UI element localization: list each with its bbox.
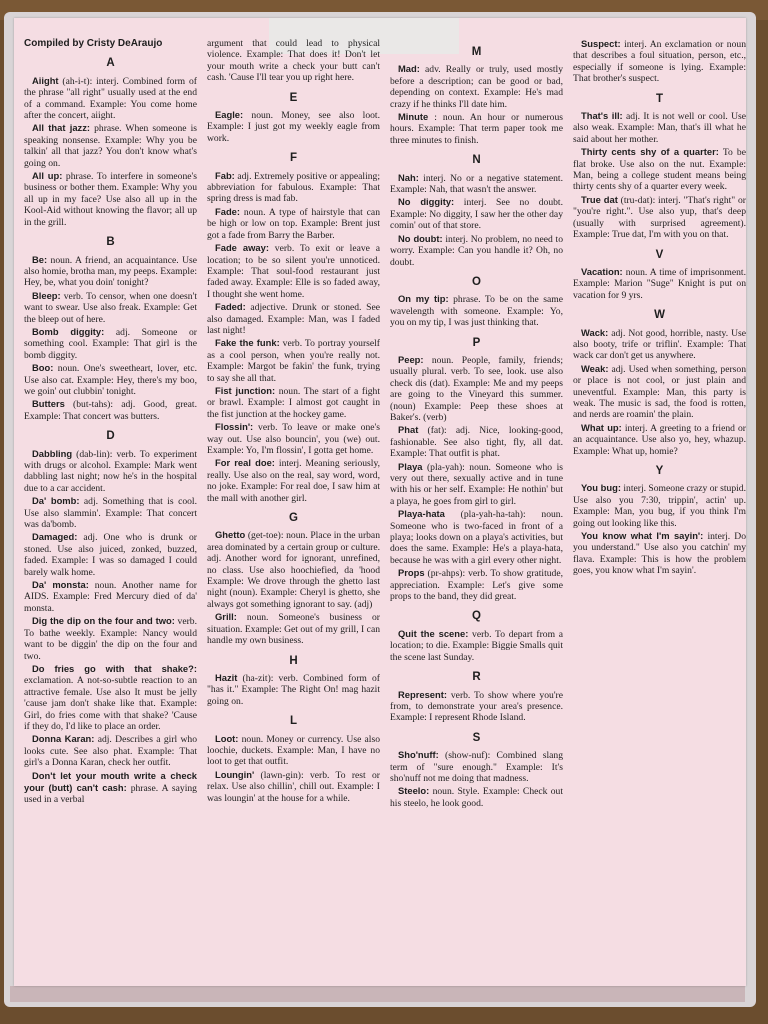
entry-term: Damaged: xyxy=(32,531,78,543)
glossary-entry xyxy=(573,327,746,362)
entry-definition: verb. To portray yourself as a cool person, when you're really not. Example: Margot be fakin' the funk, trying to say she all that. xyxy=(207,338,380,384)
section-letter: Y xyxy=(655,465,664,477)
entry-term: Loungin' xyxy=(215,768,255,780)
sleeve-edge xyxy=(10,986,745,1002)
entry-definition: noun. Money, see also loot. Example: I just got my weekly eagle from work. xyxy=(207,110,380,144)
entry-term: Fade away: xyxy=(215,242,269,254)
glossary-entry xyxy=(390,196,563,231)
entry-term: Steelo: xyxy=(398,785,430,797)
entry-term: Da' bomb: xyxy=(32,495,80,507)
glossary-entry xyxy=(24,663,197,732)
glossary-entry xyxy=(390,233,563,268)
glossary-entry xyxy=(390,461,563,508)
entry-definition: phrase. When someone is speaking nonsense. Example: Why you be talkin' all that jazz? You don't know what's going on. xyxy=(24,123,197,169)
glossary-entry xyxy=(207,733,380,768)
glossary-entry xyxy=(573,110,746,145)
entry-term: No doubt: xyxy=(398,232,443,244)
entry-term: Boo: xyxy=(32,362,54,374)
entry-definition: verb. To exit or leave a location; to be so silent you're unnoticed. Example: That soul-food restaurant just faded away. Example: Elle is so faded away, I thought she went home. xyxy=(207,243,380,300)
entry-term: Weak: xyxy=(581,362,609,374)
entry-term: On my tip: xyxy=(398,293,449,305)
glossary-entry xyxy=(573,266,746,301)
entry-definition: adj. Used when something, person or place is not cool, or just plain and uneventful. Example: Man, this party is weak. The music is sad, the food is rotten, and nerds are roamin' the plain. xyxy=(573,363,746,421)
entry-term: Da' monsta: xyxy=(32,579,89,591)
glossary-entry xyxy=(573,530,746,577)
column-4 xyxy=(573,38,746,988)
entry-definition: interj. Someone crazy or stupid. Use also you 7:30, trippin', actin' up. Example: Man, you bug, if you think I'm going out looking like this. xyxy=(573,483,746,529)
entry-definition: adj. It is not well or cool. Use also weak. Example: Man, that's ill what he said about her mother. xyxy=(573,111,746,145)
entry-definition: noun. People, family, friends; usually plural. verb. To see, look. use also check dis (dat). Example: Me and my peeps are going to the Vineyard this summer. (noun) Example: Peep these shoes at Baker's. (verb) xyxy=(390,354,563,423)
entry-term: Suspect: xyxy=(581,38,621,49)
glossary-entry xyxy=(24,170,197,228)
entry-term: Fist junction: xyxy=(215,384,276,396)
section-letter: Q xyxy=(472,610,481,623)
entry-term: All up: xyxy=(32,170,63,182)
entry-term: No diggity: xyxy=(398,196,455,208)
glossary-entry xyxy=(24,448,197,495)
entry-definition: adj. One who is drunk or stoned. Use also juiced, zonked, buzzed, faded. Example: I was so damaged I could barely walk home. xyxy=(24,532,197,578)
section-letter: E xyxy=(289,91,298,104)
glossary-entry xyxy=(24,615,197,662)
entry-term: Dabbling xyxy=(32,447,73,459)
section-letter: O xyxy=(472,275,481,288)
entry-term: Mad: xyxy=(398,63,420,75)
entry-term: Don't let your mouth write a check your (butt) can't cash: xyxy=(24,769,197,793)
glossary-entry xyxy=(573,363,746,421)
section-letter: F xyxy=(289,152,298,165)
entry-definition: adj. Something that is cool. Use also slammin'. Example: That concert was da'bomb. xyxy=(24,496,197,531)
entry-term: Aiight xyxy=(32,74,59,86)
entry-term: Wack: xyxy=(581,326,609,338)
glossary-entry xyxy=(390,689,563,724)
entry-definition: interj. See no doubt. Example: No diggity, I saw her the other day comin' out of that store. xyxy=(390,197,563,232)
entry-definition: phrase. To interfere in someone's business or bother them. Example: Why you all up in my face? Use also all up in the Kool-Aid without knowing the flavor; all up in the grill. xyxy=(24,171,197,228)
glossary-entry xyxy=(390,424,563,459)
entry-definition: (show-nuf): Combined slang term of "sure enough." Example: It's sho'nuff not me doing that madness. xyxy=(390,750,563,784)
glossary-entry xyxy=(390,785,563,809)
entry-definition: (fat): adj. Nice, looking-good, fashionable. See also tight, fly, all dat. Example: That outfit is phat. xyxy=(390,425,563,460)
entry-definition: verb. To censor, when one doesn't want to swear. Use also freak. Example: Get the bleep out of here. xyxy=(24,290,197,325)
entry-term: Ghetto xyxy=(215,529,246,541)
entry-definition: adj. Describes a girl who looks cute. See also phat. Example: That girl's a Donna Karan, check her outfit. xyxy=(24,734,197,769)
glossary-entry xyxy=(24,579,197,614)
entry-term: Phat xyxy=(398,424,419,436)
entry-term: Fab: xyxy=(215,169,235,181)
entry-term: Donna Karan: xyxy=(32,733,95,745)
entry-definition: To be flat broke. Use also on the nut. Example: Man, being a college student means being thirty cents shy of a quarter every week. xyxy=(573,147,746,193)
entry-definition: interj. Do you understand." Use also you catchin' my flava. Example: This is how the problem goes, you know what I'm sayin'. xyxy=(573,531,746,577)
entry-definition: : noun. An hour or numerous hours. Example: That term paper took me three minutes to finish. xyxy=(390,112,563,146)
entry-term: Do fries go with that shake?: xyxy=(32,662,197,674)
entry-term: Props xyxy=(398,567,425,579)
entry-definition: noun. One's sweetheart, lover, etc. Use also cat. Example: Hey, there's my boo, we goin' out clubbin' tonight. xyxy=(24,363,197,397)
glossary-entry xyxy=(390,508,563,566)
entry-definition: noun. Someone's business or situation. Example: Get out of my grill, I can handle my own business. xyxy=(207,612,380,647)
glossary-entry xyxy=(24,770,197,806)
entry-definition: verb. To leave or make one's way out. Use also bouncin', you (we) out. Example: Yo, I'm flossin', I gotta get home. xyxy=(207,422,380,456)
entry-term: That's ill: xyxy=(581,110,623,122)
section-letter: A xyxy=(106,57,115,70)
glossary-entry xyxy=(24,362,197,397)
entry-definition: noun. The start of a fight or brawl. Example: I almost got caught in the fist junction at the hockey game. xyxy=(207,385,380,420)
entry-definition: (pr-ahps): verb. To show gratitude, appreciation. Example: Let's give some props to the band, they did great. xyxy=(390,568,563,603)
glossary-entry xyxy=(390,111,563,146)
entry-definition: argument that could lead to physical violence. Example: That does it! Don't let your mouth write a check your butt can't cash. 'Cause I'll tear you up right here. xyxy=(207,38,380,84)
entry-definition: verb. To depart from a location; to die. Example: Biggie Smalls quit the scene last Sunday. xyxy=(390,628,563,663)
glossary-entry xyxy=(24,733,197,768)
section-letter: T xyxy=(655,92,664,105)
glossary-sheet xyxy=(14,18,746,986)
entry-term: Thirty cents shy of a quarter: xyxy=(581,146,719,158)
glossary-entry xyxy=(390,628,563,663)
glossary-entry xyxy=(390,63,563,110)
section-letter: B xyxy=(106,236,115,249)
entry-term: All that jazz: xyxy=(32,122,91,134)
section-letter: N xyxy=(472,154,481,167)
entry-definition: (but-tahs): adj. Good, great. Example: That concert was butters. xyxy=(24,399,197,422)
entry-term: Peep: xyxy=(398,353,424,365)
entry-definition: interj. Meaning seriously, really. Use also on the real, say word, word, no joke. Example: For real doe, I saw him at the mall with another girl. xyxy=(207,458,380,504)
entry-term: Fake the funk: xyxy=(215,337,280,349)
glossary-entry xyxy=(207,672,380,707)
entry-term: What up: xyxy=(581,421,622,433)
entry-definition: phrase. A saying used in a verbal xyxy=(24,782,197,806)
glossary-entry xyxy=(207,611,380,646)
entry-definition: exclamation. A not-so-subtle reaction to an attractive female. Use also It must be jelly 'cause jam don't shake like that. Example: Girl, do fries come with that shake? 'Cause if they do, I'd like to place an order. xyxy=(24,675,197,732)
entry-definition: (get-toe): noun. Place in the urban area dominated by a certain group or culture. adj. Another word for ignorant, unrefined, no class. Use also hoochiefied, da 'hood Example: We drove through the ghetto last night (noun). Example: Cheryl is ghetto, she always got something ignorant to say. (adj) xyxy=(207,530,380,610)
section-letter: L xyxy=(289,715,298,728)
entry-term: Bomb diggity: xyxy=(32,325,105,337)
glossary-entry xyxy=(390,749,563,784)
section-letter: S xyxy=(472,731,481,744)
entry-definition: (dab-lin): verb. To experiment with drugs or alcohol. Example: Mark went dabbling last night; now he's in the hospital due to a car accident. xyxy=(24,448,197,494)
entry-term: True dat xyxy=(581,193,618,205)
entry-term: Bleep: xyxy=(32,289,61,301)
entry-definition: adj. Not good, horrible, nasty. Use also booty, trife or triflin'. Example: That wack car don't get us anywhere. xyxy=(573,327,746,362)
entry-definition: (pla-yah-ha-tah): noun. Someone who is two-faced in front of a playa; looks down on a playa's activities, but does the same. Example: He's a playa-hata, because he was with a girl every other night. xyxy=(390,509,563,566)
entry-term: Quit the scene: xyxy=(398,627,469,639)
entry-definition: adv. Really or truly, used mostly before a description; can be good or bad, depending on context. Example: He's mad crazy if he thinks I'll date him. xyxy=(390,64,563,110)
section-letter: W xyxy=(654,309,665,322)
entry-definition: noun. Style. Example: Check out his steelo, he look good. xyxy=(390,786,563,809)
entry-definition: noun. Another name for AIDS. Example: Fred Mercury died of da' monsta. xyxy=(24,580,197,614)
entry-definition: verb. To show where you're from, to demonstrate your area's presence. Example: I represent Rhode Island. xyxy=(390,689,563,724)
entry-term: You know what I'm sayin': xyxy=(581,530,704,542)
entry-term: Flossin': xyxy=(215,421,254,433)
entry-definition: noun. Money or currency. Use also loochie, duckets. Example: Man, I have no loot to get that outfit. xyxy=(207,733,380,768)
glossary-entry xyxy=(24,290,197,325)
glossary-entry xyxy=(207,301,380,336)
glossary-entry xyxy=(207,206,380,241)
entry-definition: interj. No problem, no need to worry. Example: Can you handle it? Oh, no doubt. xyxy=(390,233,563,268)
compiler-credit: Compiled by Cristy DeAraujo xyxy=(24,38,163,49)
entry-term: Fade: xyxy=(215,205,241,217)
glossary-entry xyxy=(207,170,380,205)
entry-term: Vacation: xyxy=(581,265,623,277)
glossary-entry xyxy=(573,146,746,193)
entry-definition: noun. A time of imprisonment. Example: Marion "Suge" Knight is put on vacation for 9 yrs. xyxy=(573,266,746,301)
entry-definition: (ah-i-t): interj. Combined form of the phrase "all right" usually used at the end of a command. Example: You come home after the concert, aiight. xyxy=(24,75,197,122)
entry-term: Loot: xyxy=(215,732,239,744)
glossary-entry xyxy=(207,769,380,804)
glossary-entry xyxy=(207,385,380,420)
glossary-entry xyxy=(207,529,380,610)
glossary-entry xyxy=(207,457,380,504)
entry-term: Sho'nuff: xyxy=(398,749,439,761)
entry-term: You bug: xyxy=(581,482,621,494)
glossary-entry xyxy=(207,109,380,144)
entry-definition: adjective. Drunk or stoned. See also damaged. Example: Man, was I faded last night! xyxy=(207,302,380,336)
entry-definition: interj. No or a negative statement. Example: Nah, that wasn't the answer. xyxy=(390,172,563,196)
entry-definition: interj. A greeting to a friend or an acquaintance. Use also yo, hey, whazup. Example: What up, homie? xyxy=(573,422,746,457)
glossary-columns xyxy=(24,38,749,988)
column-2 xyxy=(207,38,380,988)
glossary-entry xyxy=(390,354,563,423)
glossary-entry xyxy=(24,122,197,169)
glossary-entry xyxy=(24,326,197,361)
glossary-entry xyxy=(390,172,563,196)
entry-term: Nah: xyxy=(398,171,419,183)
entry-definition: (pla-yah): noun. Someone who is very out there, sexually active and in tune with his or her self. Example: He nothin' but a playa, he goes from girl to girl. xyxy=(390,461,563,507)
entry-definition: noun. A type of hairstyle that can be high or low on top. Example: Brent just got a fade from Barry the Barber. xyxy=(207,206,380,241)
entry-definition: adj. Extremely positive or appealing; abbreviation for fabulous. Example: That spring dress is mad fab. xyxy=(207,170,380,205)
section-letter: P xyxy=(472,336,481,349)
glossary-entry xyxy=(24,495,197,530)
entry-definition: (tru-dat): interj. "That's right" or "you're right.". Use also yup, that's deep (usually with surprised agreement). Example: True dat, I'm with you on that. xyxy=(573,194,746,241)
glossary-entry xyxy=(207,242,380,300)
entry-term: Faded: xyxy=(215,301,246,313)
glossary-entry xyxy=(24,531,197,578)
glossary-entry xyxy=(573,194,746,241)
glossary-entry xyxy=(207,421,380,456)
entry-term: Eagle: xyxy=(215,109,244,121)
column-3 xyxy=(390,38,563,988)
glossary-entry xyxy=(573,482,746,529)
entry-definition: noun. A friend, an acquaintance. Use also homie, brotha man, my peeps. Example: Hey, be, what you doin' tonight? xyxy=(24,254,197,289)
entry-term: Be: xyxy=(32,253,48,265)
column-1 xyxy=(24,38,197,988)
glossary-entry xyxy=(390,293,563,328)
entry-term: Hazit xyxy=(215,671,238,683)
section-letter: V xyxy=(655,248,664,261)
glossary-entry xyxy=(207,337,380,384)
entry-term: For real doe: xyxy=(215,457,275,469)
entry-definition: (lawn-gin): verb. To rest or relax. Use also chillin', chill out. Example: I was loungin' at the house for a while. xyxy=(207,769,380,804)
section-letter: M xyxy=(471,46,482,58)
entry-term: Butters xyxy=(32,398,65,410)
entry-definition: phrase. To be on the same wavelength with someone. Example: Yo, you on my tip, I was just thinking that. xyxy=(390,294,563,329)
section-letter: D xyxy=(106,430,115,443)
entry-term: Playa-hata xyxy=(398,508,445,520)
glossary-entry xyxy=(573,38,746,85)
entry-definition: verb. To bathe weekly. Example: Nancy would want to be diggin' the dip on the four and two. xyxy=(24,616,197,662)
glossary-entry xyxy=(24,398,197,422)
glossary-entry xyxy=(573,422,746,457)
glossary-entry xyxy=(390,567,563,602)
entry-definition: (ha-zit): verb. Combined form of "has it." Example: The Right On! mag hazit going on. xyxy=(207,672,380,707)
glossary-entry xyxy=(207,38,380,84)
entry-term: Dig the dip on the four and two: xyxy=(32,615,175,627)
entry-term: Represent: xyxy=(398,688,447,700)
entry-term: Grill: xyxy=(215,611,237,623)
glossary-entry xyxy=(24,75,197,122)
section-letter: R xyxy=(472,671,481,684)
section-letter: G xyxy=(289,512,298,525)
entry-term: Minute xyxy=(398,111,429,123)
section-letter: H xyxy=(289,654,298,667)
entry-definition: interj. An exclamation or noun that describes a foul situation, person, etc., especially if someone is lying. Example: That brother's suspect. xyxy=(573,39,746,85)
glossary-entry xyxy=(24,254,197,289)
entry-definition: adj. Someone or something cool. Example: That girl is the bomb diggity. xyxy=(24,326,197,361)
entry-term: Playa xyxy=(398,460,423,472)
